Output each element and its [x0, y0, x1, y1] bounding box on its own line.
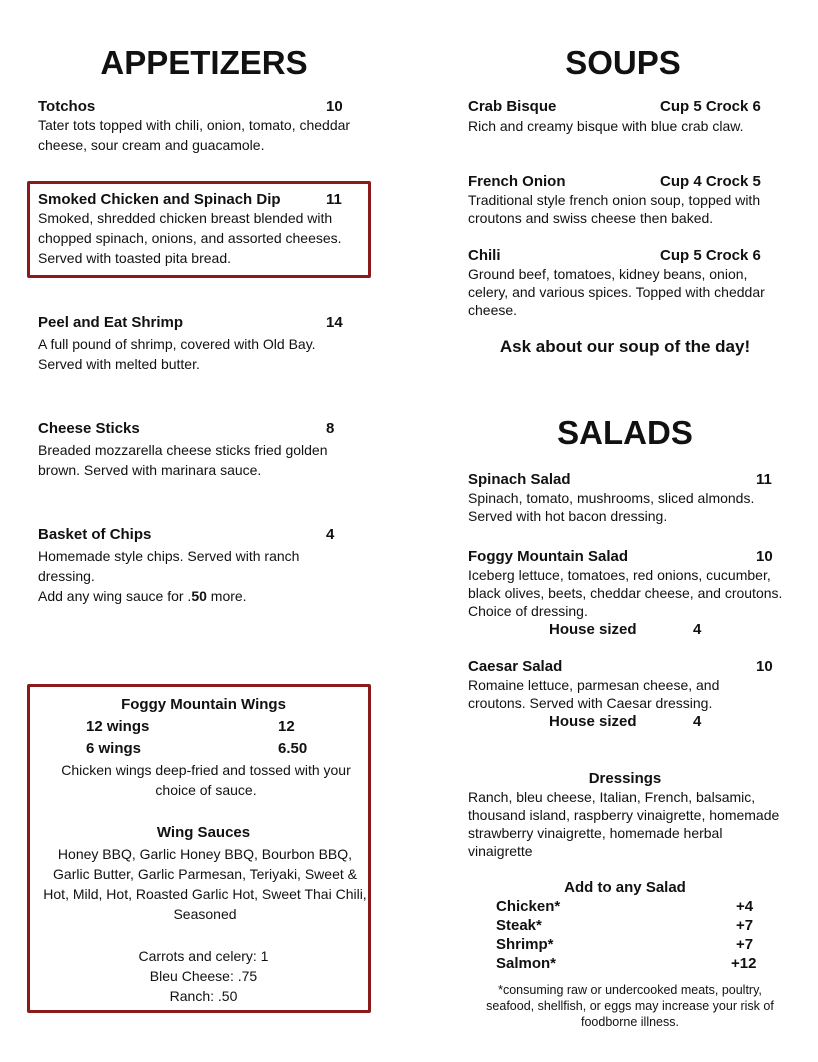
item-name: Spinach Salad: [468, 471, 571, 488]
addon-price: +12: [731, 955, 757, 972]
wing-sauces-title: Wing Sauces: [156, 824, 251, 841]
house-sized-label: House sized: [549, 621, 637, 638]
item-price: 10: [756, 658, 773, 675]
item-name: Basket of Chips: [38, 526, 152, 543]
item-price: 10: [326, 98, 343, 115]
item-description: Spinach, tomato, mushrooms, sliced almonds. Served with hot bacon dressing.: [468, 490, 755, 524]
house-sized-price: 4: [693, 713, 702, 730]
item-description: Iceberg lettuce, tomatoes, red onions, cucumber, black olives, beets, cheddar cheese, and croutons. Choice of dressing.: [468, 567, 783, 619]
addon-price: +4: [736, 898, 754, 915]
item-name: Foggy Mountain Salad: [468, 548, 628, 565]
addon-price: +7: [736, 917, 754, 934]
item-price: 11: [326, 191, 342, 208]
addon-price: +7: [736, 936, 754, 953]
wings-option-price: 6.50: [278, 740, 308, 757]
appetizers-heading: APPETIZERS: [100, 44, 308, 81]
dressings-title: Dressings: [588, 770, 662, 787]
item-description: Homemade style chips. Served with ranch dressing.: [38, 548, 300, 584]
salads-heading: SALADS: [557, 414, 693, 451]
item-description: A full pound of shrimp, covered with Old Bay. Served with melted butter.: [38, 336, 316, 372]
item-name: Peel and Eat Shrimp: [38, 314, 184, 331]
dressings-list: Ranch, bleu cheese, Italian, French, balsamic, thousand island, raspberry vinaigrette, homemade strawberry vinaigrette, homemade herbal vinaigrette: [468, 789, 780, 859]
item-name: Smoked Chicken and Spinach Dip: [38, 191, 281, 208]
item-name: Caesar Salad: [468, 658, 563, 675]
item-name: Totchos: [38, 98, 96, 115]
addon-label: Chicken*: [496, 898, 561, 915]
wings-option-label: 6 wings: [86, 740, 142, 757]
item-description: Tater tots topped with chili, onion, tomato, cheddar cheese, sour cream and guacamole.: [38, 117, 351, 153]
house-sized-price: 4: [693, 621, 702, 638]
add-to-salad-title: Add to any Salad: [564, 879, 686, 896]
item-price: 11: [756, 471, 772, 488]
item-note: Add any wing sauce for .50 more.: [38, 588, 247, 604]
wings-description: Chicken wings deep-fried and tossed with your choice of sauce.: [61, 762, 351, 798]
soup-of-the-day: Ask about our soup of the day!: [499, 337, 751, 356]
food-safety-disclaimer: *consuming raw or undercooked meats, poultry, seafood, shellfish, or eggs may increase your risk of foodborne illness.: [486, 983, 774, 1029]
wing-sauces-list: Honey BBQ, Garlic Honey BBQ, Bourbon BBQ, Garlic Butter, Garlic Parmesan, Teriyaki, Sweet & Hot, Mild, Hot, Roasted Garlic Hot, Sweet Thai Chili, Seasoned: [43, 846, 367, 922]
item-price: 14: [326, 314, 343, 331]
wings-extra: Bleu Cheese: .75: [149, 968, 258, 984]
item-price: Cup 5 Crock 6: [660, 98, 761, 115]
item-description: Breaded mozzarella cheese sticks fried golden brown. Served with marinara sauce.: [38, 442, 328, 478]
wings-option-label: 12 wings: [86, 718, 150, 735]
wings-extra: Ranch: .50: [169, 988, 238, 1004]
item-price: Cup 5 Crock 6: [660, 247, 761, 264]
item-price: 10: [756, 548, 773, 565]
item-name: French Onion: [468, 173, 566, 190]
item-price: Cup 4 Crock 5: [660, 173, 761, 190]
addon-label: Shrimp*: [496, 936, 554, 953]
item-description: Romaine lettuce, parmesan cheese, and croutons. Served with Caesar dressing.: [468, 677, 720, 711]
item-description: Traditional style french onion soup, topped with croutons and swiss cheese then baked.: [468, 192, 761, 226]
wings-extra: Carrots and celery: 1: [138, 948, 269, 964]
wings-option-price: 12: [278, 718, 295, 735]
item-price: 8: [326, 420, 335, 437]
item-name: Cheese Sticks: [38, 420, 140, 437]
item-description: Ground beef, tomatoes, kidney beans, onion, celery, and various spices. Topped with cheddar cheese.: [468, 266, 765, 318]
addon-label: Salmon*: [496, 955, 557, 972]
wings-title: Foggy Mountain Wings: [121, 696, 286, 713]
item-name: Chili: [468, 247, 501, 264]
addon-label: Steak*: [496, 917, 542, 934]
item-price: 4: [326, 526, 335, 543]
item-description: Smoked, shredded chicken breast blended with chopped spinach, onions, and assorted cheeses. Served with toasted pita bread.: [38, 210, 342, 266]
item-name: Crab Bisque: [468, 98, 557, 115]
item-description: Rich and creamy bisque with blue crab claw.: [468, 118, 744, 134]
soups-heading: SOUPS: [565, 44, 681, 81]
house-sized-label: House sized: [549, 713, 637, 730]
